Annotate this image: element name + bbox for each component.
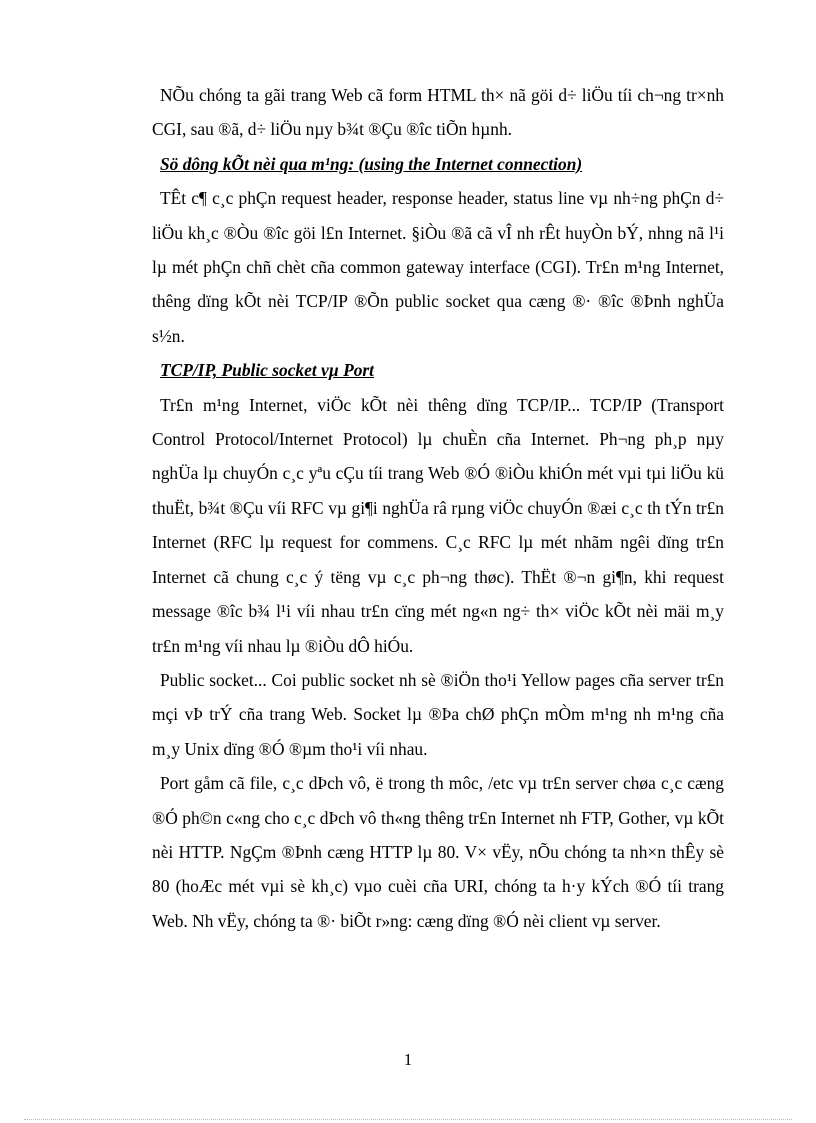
paragraph-port: Port gåm cã file, c¸c dÞch vô, ë trong th môc, /etc vµ tr£n server chøa c¸c cæng ®Ó ph©n c«ng cho c¸c dÞch vô th«ng thêng tr£n Internet nh FTP, Gother, vµ kÕt nèi HTTP. NgÇm ®Þnh cæng HTTP lµ 80. V× vËy, nÕu chóng ta nh×n thÊy sè 80 (hoÆc mét vµi sè kh¸c) vµo cuèi cña URI, chóng ta h·y kÝch ®Ó tíi trang Web. Nh vËy, chóng ta ®· biÕt r»ng: cæng dïng ®Ó nèi client vµ server. [152, 773, 724, 931]
paragraph-public-socket: Public socket... Coi public socket nh sè ®iÖn tho¹i Yellow pages cña server tr£n mçi vÞ trÝ cña trang Web. Socket lµ ®Þa chØ phÇn mÒm m¹ng nh m¹ng cña m¸y Unix dïng ®Ó ®µm tho¹i víi nhau. [152, 669, 724, 759]
page-bottom-border [24, 1119, 792, 1120]
heading-internet-connection: Sö dông kÕt nèi qua m¹ng: (using the Internet connection) [160, 153, 583, 174]
heading-tcpip-socket-port: TCP/IP, Public socket vµ Port [160, 360, 375, 381]
page-body [152, 78, 724, 938]
paragraph-tcpip: Tr£n m¹ng Internet, viÖc kÕt nèi thêng dïng TCP/IP... TCP/IP (Transport Control Protocol/Internet Protocol) lµ chuÈn cña Internet. Ph¬ng ph¸p nµy nghÜa lµ chuyÓn c¸c yªu cÇu tíi trang Web ®Ó ®iÒu khiÓn mét vµi tµi liÖu kü thuËt, b¾t ®Çu víi RFC vµ gi¶i nghÜa râ rµng viÖc chuyÓn ®æi c¸c th tÝn tr£n Internet (RFC lµ request for commens. C¸c RFC lµ mét nhãm ngêi dïng tr£n Internet cã chung c¸c ý tëng vµ c¸c ph¬ng thøc). ThËt ®¬n gi¶n, khi request message ®îc b¾ l¹i víi nhau tr£n cïng mét ng«n ng÷ th× viÖc kÕt nèi mäi m¸y tr£n m¹ng víi nhau lµ ®iÒu dÔ hiÓu. [152, 394, 724, 656]
paragraph-headers: TÊt c¶ c¸c phÇn request header, response header, status line vµ nh÷ng phÇn d÷ liÖu kh¸c ®Òu ®îc göi l£n Internet. §iÒu ®ã cã vÎ nh rÊt huyÒn bÝ, nhng nã l¹i lµ mét phÇn chñ chèt cña common gateway interface (CGI). Tr£n m¹ng Internet, thêng dïng kÕt nèi TCP/IP ®Õn public socket qua cæng ®· ®îc ®Þnh nghÜa s½n. [152, 188, 724, 346]
paragraph-cgi-form: NÕu chóng ta gãi trang Web cã form HTML th× nã göi d÷ liÖu tíi ch¬ng tr×nh CGI, sau ®ã, d÷ liÖu nµy b¾t ®Çu ®îc tiÕn hµnh. [152, 85, 724, 140]
page-number: 1 [403, 1050, 413, 1069]
